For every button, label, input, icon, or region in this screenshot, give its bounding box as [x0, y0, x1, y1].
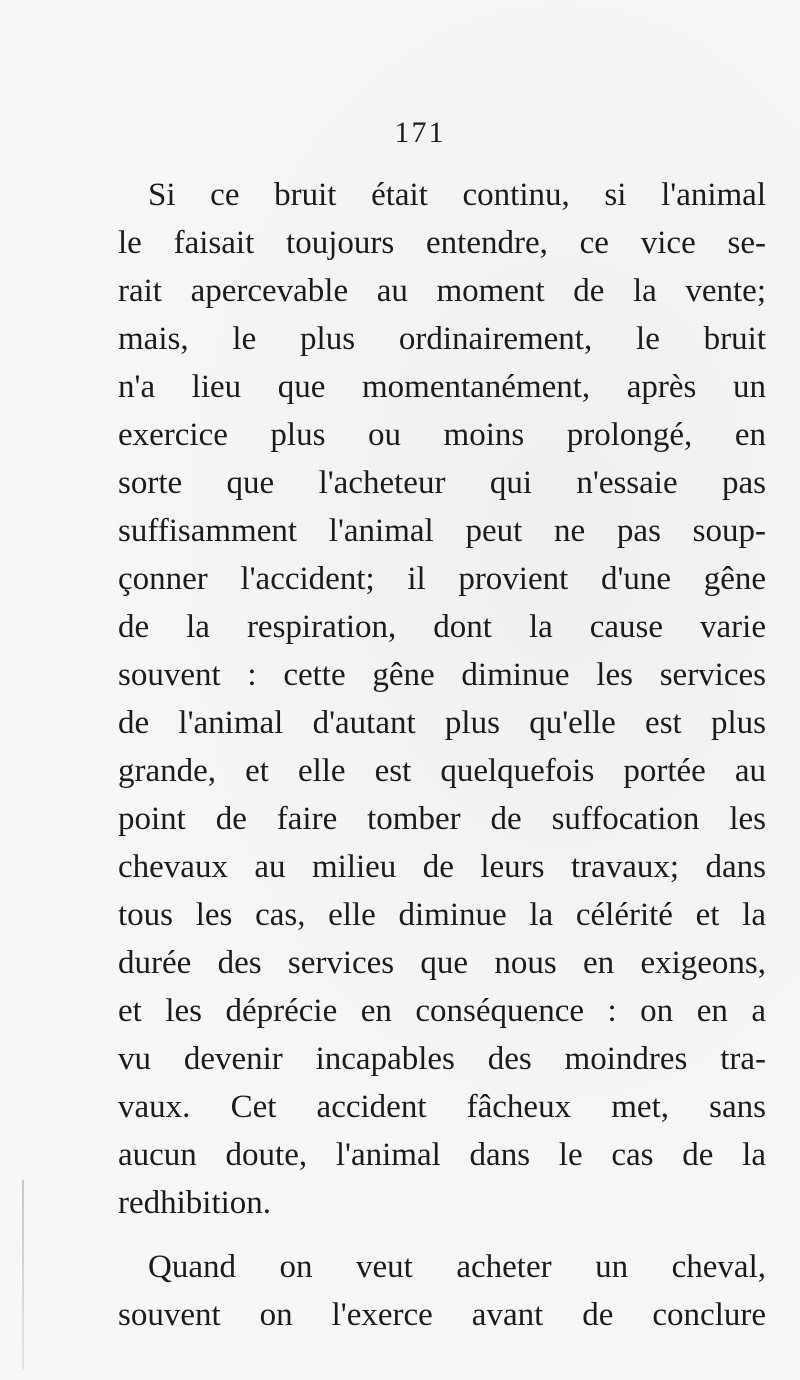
- text-line: n'a lieu que momentanément, après un: [118, 369, 766, 405]
- text-line: tous les cas, elle diminue la célérité et la: [118, 897, 766, 933]
- text-line: Quand on veut acheter un cheval,: [148, 1249, 766, 1285]
- text-line: mais, le plus ordinairement, le bruit: [118, 321, 766, 357]
- text-line: aucun doute, l'animal dans le cas de la: [118, 1137, 766, 1173]
- paragraph-gap: [118, 1227, 766, 1243]
- text-line: vaux. Cet accident fâcheux met, sans: [118, 1089, 766, 1125]
- text-line: suffisamment l'animal peut ne pas soup-: [118, 513, 766, 549]
- paragraph: [118, 1243, 766, 1339]
- text-line: chevaux au milieu de leurs travaux; dans: [118, 849, 766, 885]
- text-line: de la respiration, dont la cause varie: [118, 609, 766, 645]
- text-line: de l'animal d'autant plus qu'elle est plus: [118, 705, 766, 741]
- text-line: et les déprécie en conséquence : on en a: [118, 993, 766, 1029]
- body-text: [118, 171, 766, 1339]
- page-number: 171: [394, 116, 446, 149]
- text-line: grande, et elle est quelquefois portée au: [118, 753, 766, 789]
- text-line: durée des services que nous en exigeons,: [118, 945, 766, 981]
- text-line: souvent : cette gêne diminue les services: [118, 657, 766, 693]
- text-line: çonner l'accident; il provient d'une gêne: [118, 561, 766, 597]
- text-line: sorte que l'acheteur qui n'essaie pas: [118, 465, 766, 501]
- text-line: Si ce bruit était continu, si l'animal: [148, 177, 766, 213]
- paragraph: [118, 171, 766, 1227]
- text-line: souvent on l'exerce avant de conclure: [118, 1297, 766, 1333]
- page-edge-shadow: [22, 1180, 24, 1370]
- text-line: le faisait toujours entendre, ce vice se-: [118, 225, 766, 261]
- text-line: vu devenir incapables des moindres tra-: [118, 1041, 766, 1077]
- text-line: rait apercevable au moment de la vente;: [118, 273, 766, 309]
- text-line: redhibition.: [118, 1185, 272, 1221]
- text-line: exercice plus ou moins prolongé, en: [118, 417, 766, 453]
- text-line: point de faire tomber de suffocation les: [118, 801, 766, 837]
